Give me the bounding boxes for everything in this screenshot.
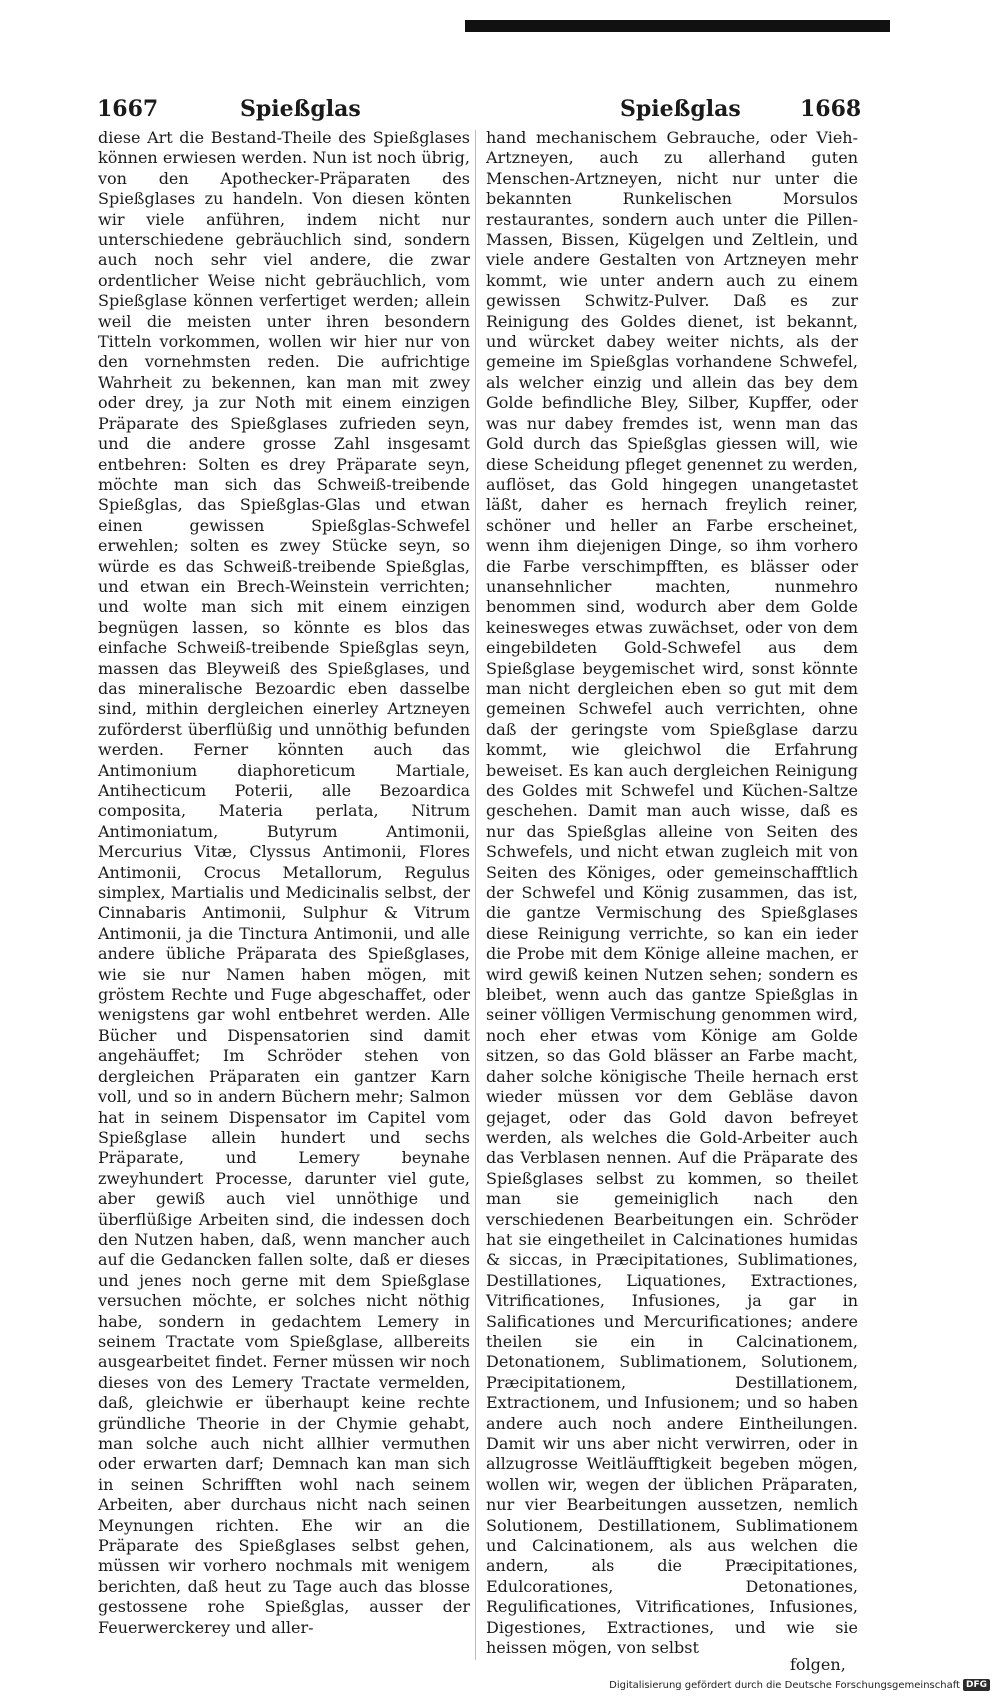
left-column [98, 128, 470, 1638]
column-divider [475, 130, 476, 1660]
right-column-text: hand mechanischem Gebrauche, oder Vieh-Artzneyen, auch zu allerhand guten Menschen-Artzneyen, nicht nur unter die bekannten Runkelischen Morsulos restaurantes, sondern auch unter die Pillen-Massen, Bissen, Kügelgen und Zeltlein, und viele andere Gestalten von Artzneyen mehr kommt, wie unter andern auch zu einem gewissen Schwitz-Pulver. Daß es zur Reinigung des Goldes dienet, ist bekannt, und würcket dabey weiter nichts, als der gemeine im Spießglas vorhandene Schwefel, als welcher einzig und allein das bey dem Golde befindliche Bley, Silber, Kupffer, oder was nur dabey fremdes ist, wenn man das Gold durch das Spießglas giessen will, wie diese Scheidung pfleget genennet zu werden, auflöset, das Gold hingegen unangetastet läßt, daher es hernach freylich reiner, schöner und heller an Farbe erscheinet, wenn ihm diejenigen Dinge, so ihm vorhero die Farbe verschimpfften, es blässer oder unansehnlicher machten, nunmehro benommen sind, wodurch aber dem Golde keinesweges etwas zuwächset, oder von dem eingebildeten Gold-Schwefel aus dem Spießglase beygemischet wird, sonst könnte man nicht dergleichen eben so gut mit dem gemeinen Schwefel auch verrichten, ohne daß der geringste vom Spießglase darzu kommt, wie gleichwol die Erfahrung beweiset. Es kan auch dergleichen Reinigung des Goldes mit Schwefel und Küchen-Saltze geschehen. Damit man auch wisse, daß es nur das Spießglas alleine von Seiten des Schwefels, und nicht etwan zugleich mit von Seiten des Königes, oder gemeinschafftlich der Schwefel und König zusammen, das ist, die gantze Vermischung des Spießglases diese Reinigung verrichte, so kan ein ieder die Probe mit dem Könige alleine machen, er wird gewiß keinen Nutzen sehen; sondern es bleibet, wenn auch das gantze Spießglas in seiner völligen Vermischung genommen wird, noch eher etwas vom Könige am Golde sitzen, so das Gold blässer an Farbe macht, daher solche königische Theile hernach erst wieder müssen vor dem Gebläse davon gejaget, oder das Gold davon befreyet werden, als welches die Gold-Arbeiter auch das Verblasen nennen. Auf die Präparate des Spießglases selbst zu kommen, so theilet man sie gemeiniglich nach den verschiedenen Bearbeitungen ein. Schröder hat sie eingetheilet in Calcinationes humidas & siccas, in Præcipitationes, Sublimationes, Destillationes, Liquationes, Extractiones, Vitrificationes, Infusiones, ja gar in Salificationes und Mercurificationes; andere theilen sie ein in Calcinationem, Detonationem, Sublimationem, Solutionem, Præcipitationem, Destillationem, Extractionem, und Infusionem; und so haben andere auch noch andere Eintheilungen. Damit wir uns aber nicht verwirren, oder in allzugrosse Weitläufftigkeit begeben mögen, wollen wir, wegen der üblichen Präparaten, nur vier Bearbeitungen aussetzen, nemlich Solutionem, Destillationem, Sublimationem und Calcinationem, als aus welchen die andern, als die Præcipitationes, Edulcorationes, Detonationes, Regulificationes, Vitrificationes, Infusiones, Digestiones, Extractiones, und wie sie heissen mögen, von selbst [486, 128, 858, 1658]
catchword: folgen, [790, 1655, 846, 1674]
left-column-text: diese Art die Bestand-Theile des Spießglases können erwiesen werden. Nun ist noch übrig, von den Apothecker-Präparaten des Spießglases zu handeln. Von diesen könten wir viele anführen, indem nicht nur unterschiedene gebräuchlich sind, sondern auch noch sehr viel andere, die zwar ordentlicher Weise nicht gebräuchlich, vom Spießglase können verfertiget werden; allein weil die meisten unter ihren besondern Titteln vorkommen, wollen wir hier nur von den vornehmsten reden. Die aufrichtige Wahrheit zu bekennen, kan man mit zwey oder drey, ja zur Noth mit einem einzigen Präparate des Spießglases zufrieden seyn, und die andere grosse Zahl insgesamt entbehren: Solten es drey Präparate seyn, möchte man sich das Schweiß-treibende Spießglas, das Spießglas-Glas und etwan einen gewissen Spießglas-Schwefel erwehlen; solten es zwey Stücke seyn, so würde es das Schweiß-treibende Spießglas, und etwan ein Brech-Weinstein verrichten; und wolte man sich mit einem einzigen begnügen lassen, so könnte es blos das einfache Schweiß-treibende Spießglas seyn, massen das Bleyweiß des Spießglases, und das mineralische Bezoardic eben dasselbe sind, mithin dergleichen einerley Artzneyen zuförderst überflüßig und unnöthig befunden werden. Ferner könnten auch das Antimonium diaphoreticum Martiale, Antihecticum Poterii, alle Bezoardica composita, Materia perlata, Nitrum Antimoniatum, Butyrum Antimonii, Mercurius Vitæ, Clyssus Antimonii, Flores Antimonii, Crocus Metallorum, Regulus simplex, Martialis und Medicinalis selbst, der Cinnabaris Antimonii, Sulphur & Vitrum Antimonii, ja die Tinctura Antimonii, und alle andere übliche Präparata des Spießglases, wie sie nur Namen haben mögen, mit gröstem Rechte und Fuge abgeschaffet, oder wenigstens gar wohl entbehret werden. Alle Bücher und Dispensatorien sind damit angehäuffet; Im Schröder stehen von dergleichen Präparaten ein gantzer Karn voll, und so in andern Büchern mehr; Salmon hat in seinem Dispensator im Capitel vom Spießglase allein hundert und sechs Präparate, und Lemery beynahe zweyhundert Processe, darunter viel gute, aber gewiß auch viel unnöthige und überflüßige Arbeiten sind, die indessen doch den Nutzen haben, daß, wenn mancher auch auf die Gedancken fallen solte, daß er dieses und jenes noch gerne mit dem Spießglase versuchen möchte, er solches nicht nöthig habe, sondern in gedachtem Lemery in seinem Tractate vom Spießglase, allbereits ausgearbeitet findet. Ferner müssen wir noch dieses von des Lemery Tractate vermelden, daß, gleichwie er überhaupt keine rechte gründliche Theorie in der Chymie gehabt, man solche auch nicht allhier vermuthen oder erwarten darf; Demnach kan man sich in seinen Schrifften wohl nach seinem Arbeiten, aber durchaus nicht nach seinen Meynungen richten. Ehe wir an die Präparate des Spießglases selbst gehen, müssen wir vorhero nochmals mit wenigem berichten, daß heut zu Tage auch das blosse gestossene rohe Spießglas, ausser der Feuerwerckerey und aller- [98, 128, 470, 1637]
right-page-number: 1668 [800, 96, 862, 122]
left-running-title: Spießglas [240, 96, 361, 122]
right-running-title: Spießglas [620, 96, 741, 122]
right-column [486, 128, 858, 1658]
top-rule [465, 20, 890, 32]
left-page-number: 1667 [97, 96, 159, 122]
digitization-credit [609, 1679, 990, 1691]
dfg-logo: DFG [963, 1679, 990, 1691]
credit-text: Digitalisierung gefördert durch die Deutsche Forschungsgemeinschaft [609, 1679, 960, 1691]
